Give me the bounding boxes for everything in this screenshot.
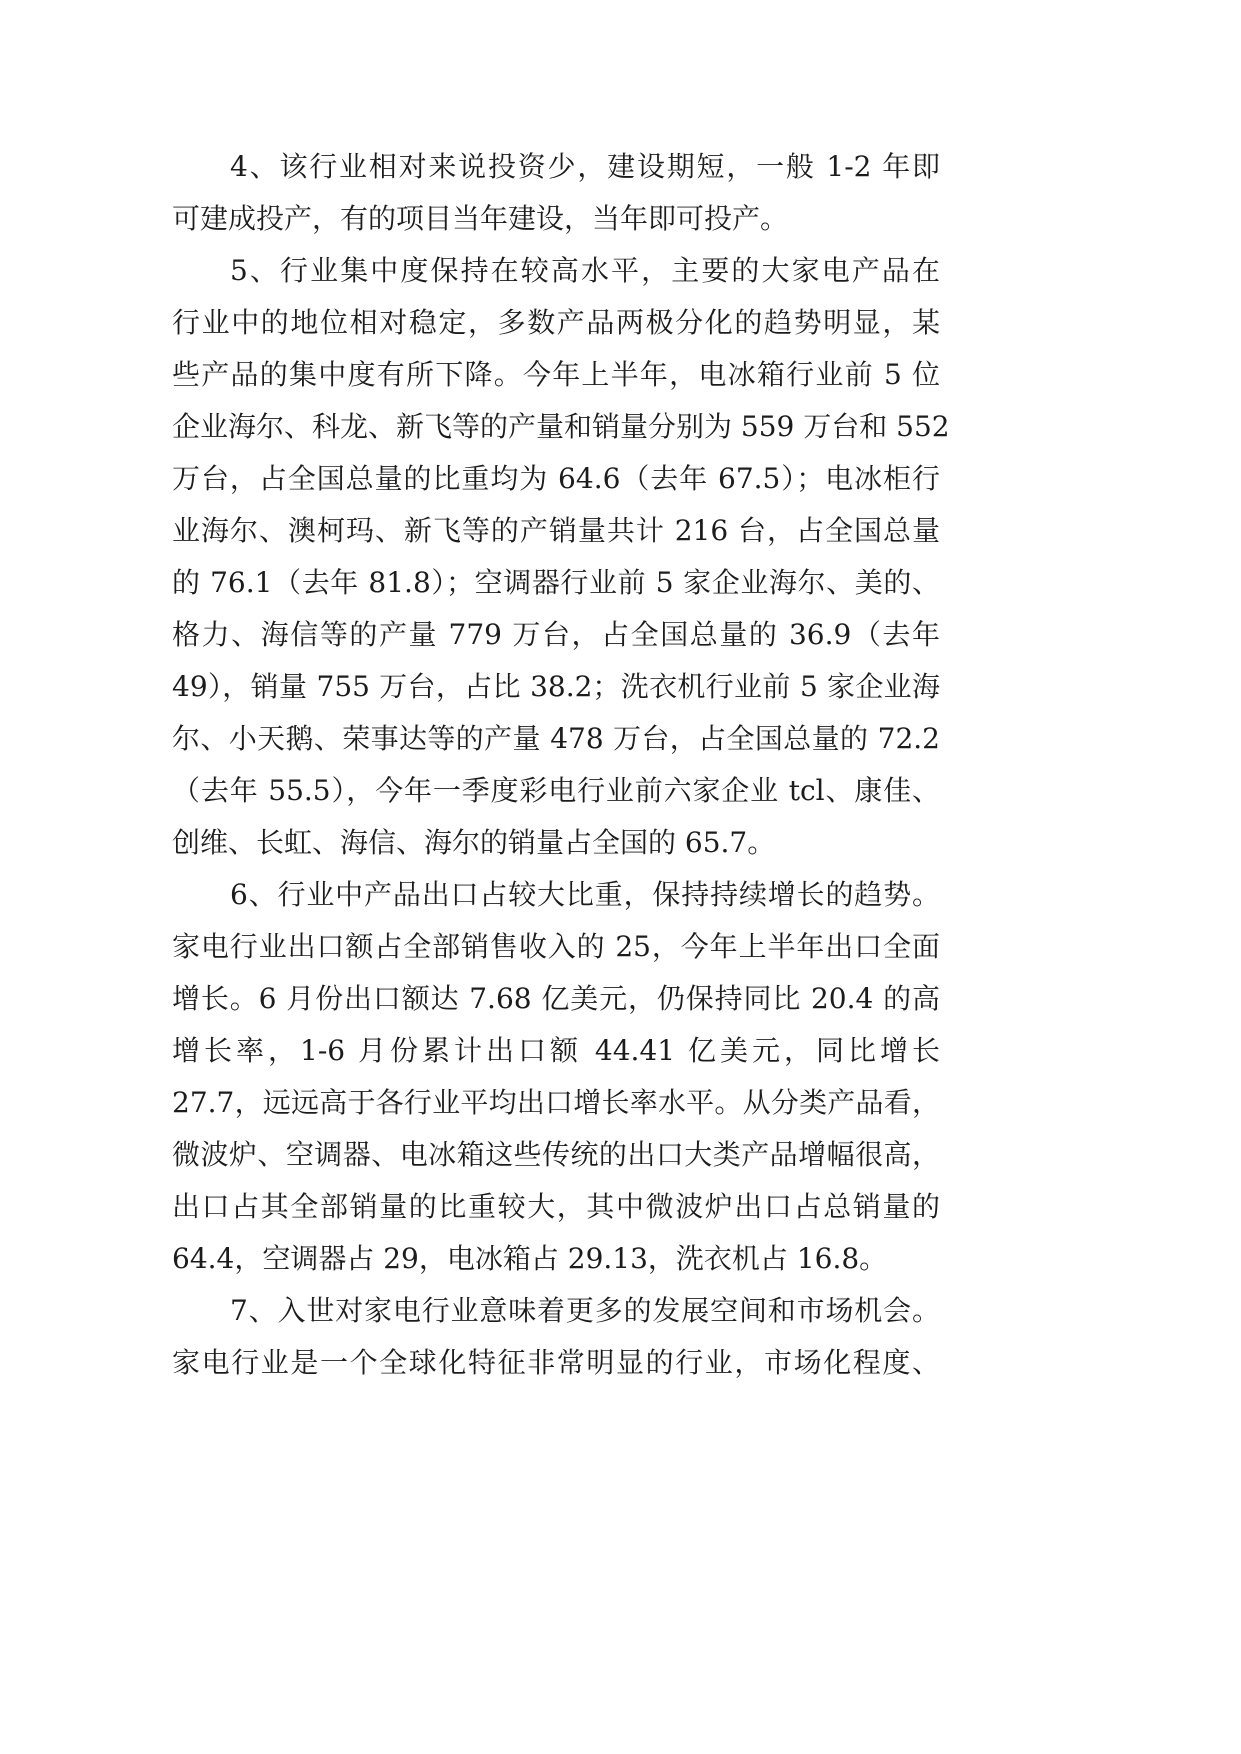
text-line: 尔、小天鹅、荣事达等的产量 478 万台，占全国总量的 72.2: [172, 722, 940, 755]
text-line: 的 76.1（去年 81.8）；空调器行业前 5 家企业海尔、美的、: [172, 566, 940, 599]
text-line: 家电行业出口额占全部销售收入的 25，今年上半年出口全面: [172, 930, 940, 963]
paragraph-4: [172, 141, 940, 245]
body-text: [172, 141, 950, 1389]
text-line: 微波炉、空调器、电冰箱这些传统的出口大类产品增幅很高，: [172, 1138, 940, 1171]
text-line: 些产品的集中度有所下降。今年上半年，电冰箱行业前 5 位: [172, 358, 940, 391]
text-line: 增长。6 月份出口额达 7.68 亿美元，仍保持同比 20.4 的高: [172, 982, 940, 1015]
text-line: 格力、海信等的产量 779 万台，占全国总量的 36.9（去年: [172, 618, 940, 651]
text-line: 64.4，空调器占 29，电冰箱占 29.13，洗衣机占 16.8。: [172, 1242, 888, 1275]
paragraph-5: [172, 245, 950, 869]
text-line: 行业中的地位相对稳定，多数产品两极分化的趋势明显，某: [172, 306, 940, 339]
text-line: 家电行业是一个全球化特征非常明显的行业，市场化程度、: [172, 1346, 940, 1379]
text-line: 出口占其全部销量的比重较大，其中微波炉出口占总销量的: [172, 1190, 940, 1223]
text-line: 27.7，远远高于各行业平均出口增长率水平。从分类产品看，: [172, 1086, 940, 1119]
text-line: 5、行业集中度保持在较高水平，主要的大家电产品在: [230, 254, 940, 287]
paragraph-6: [172, 869, 940, 1285]
text-line: 可建成投产，有的项目当年建设，当年即可投产。: [172, 202, 789, 235]
text-line: 7、入世对家电行业意味着更多的发展空间和市场机会。: [230, 1294, 940, 1327]
text-line: 49），销量 755 万台，占比 38.2；洗衣机行业前 5 家企业海: [172, 670, 940, 703]
text-line: 4、该行业相对来说投资少，建设期短，一般 1-2 年即: [230, 150, 940, 183]
text-line: 万台，占全国总量的比重均为 64.6（去年 67.5）；电冰柜行: [172, 462, 940, 495]
paragraph-7: [172, 1285, 940, 1389]
text-line: 企业海尔、科龙、新飞等的产量和销量分别为 559 万台和 552: [172, 410, 950, 443]
text-line: 增长率，1-6 月份累计出口额 44.41 亿美元，同比增长: [172, 1034, 940, 1067]
text-line: （去年 55.5），今年一季度彩电行业前六家企业 tcl、康佳、: [172, 774, 940, 807]
text-line: 6、行业中产品出口占较大比重，保持持续增长的趋势。: [230, 878, 940, 911]
text-line: 业海尔、澳柯玛、新飞等的产销量共计 216 台，占全国总量: [172, 514, 940, 547]
text-line: 创维、长虹、海信、海尔的销量占全国的 65.7。: [172, 826, 776, 859]
